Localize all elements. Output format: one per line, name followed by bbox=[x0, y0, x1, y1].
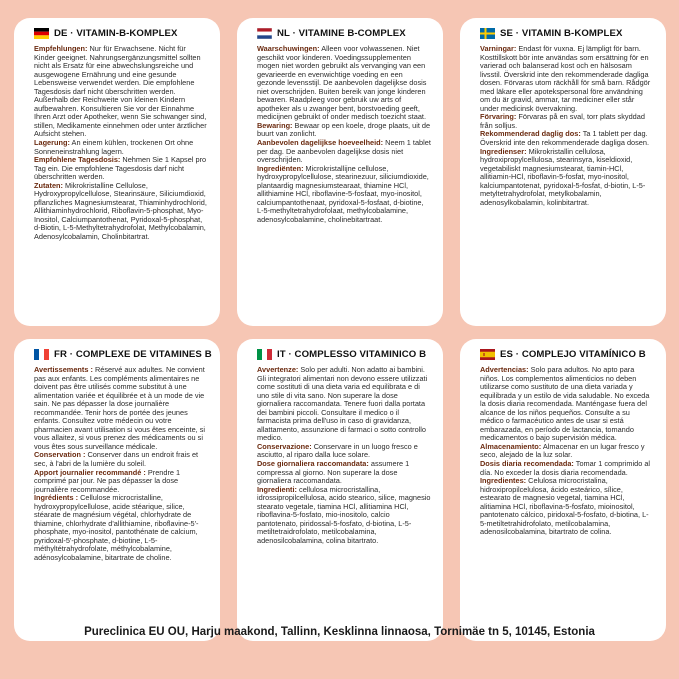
section-label: Förvaring: bbox=[480, 112, 517, 122]
section-label: Dose giornaliera raccomandata: bbox=[257, 459, 369, 469]
section-ingredients bbox=[34, 494, 209, 562]
section-dose bbox=[257, 460, 432, 486]
section-text: Bewaar op een koele, droge plaats, uit de buurt van zonlicht. bbox=[257, 120, 431, 139]
section-text: Ta 1 tablett per dag. Överskrid inte den rekommenderade dagliga dosen. bbox=[480, 129, 650, 148]
section-text: Nehmen Sie 1 Kapsel pro Tag ein. Die empfohlene Tagesdosis darf nicht überschritten werden. bbox=[34, 155, 207, 182]
section-ingredients bbox=[480, 477, 655, 537]
card-body bbox=[257, 366, 432, 545]
section-label: Ingrédients : bbox=[34, 493, 79, 503]
section-storage bbox=[34, 451, 209, 468]
card-header bbox=[480, 349, 655, 360]
section-warnings bbox=[480, 366, 655, 443]
card-header bbox=[34, 28, 209, 39]
section-ingredients bbox=[257, 486, 432, 546]
section-text: Celulosa microcristalina, hidroxipropilcelulosa, ácido esteárico, sílice, estearato de magnesio vegetal, tiamina HCl, alitiamina HCl, riboflavina-5-fosfato, mioinositol, pantotenato cálcico, piridoxal-5-fosfato, d-biotina, L-5-metiltetrahidrofolato, metilcobalamina, adenosilcobalamina, bitartrato de colina. bbox=[480, 476, 649, 537]
card-title: DE · VITAMIN-B-KOMPLEX bbox=[54, 28, 178, 39]
label-grid bbox=[14, 18, 666, 641]
france-flag-icon bbox=[34, 349, 49, 360]
section-label: Advertencias: bbox=[480, 365, 529, 374]
card-fr bbox=[14, 339, 220, 641]
card-de bbox=[14, 18, 220, 326]
section-ingredients bbox=[34, 182, 209, 242]
section-label: Empfehlungen: bbox=[34, 44, 88, 53]
section-label: Conservazione: bbox=[257, 441, 312, 451]
section-dose bbox=[34, 156, 209, 182]
card-es bbox=[460, 339, 666, 641]
section-dose bbox=[480, 460, 655, 477]
section-text: Réservé aux adultes. Ne convient pas aux enfants. Les compléments alimentaires ne doivent pas être utilisés comme substitut à une alimentation variée et équilibrée et à un mode de vie sain. Ne pas dépasser la dose journalière recommandée. Tenir hors de portée des jeunes enfants. Consultez votre médecin ou votre pharmacien avant utilisation si vous êtes enceinte, si vous allaitez, si vous prenez des médicaments ou si vous êtes sous surveillance médicale. bbox=[34, 365, 206, 451]
section-text: Solo per adulti. Non adatto ai bambini. Gli integratori alimentari non devono essere utilizzati come sostituti di una dieta varia ed equilibrata e di uno stile di vita sano. Non superare la dose giornaliera raccomandata. Tenere fuori dalla portata dei bambini piccoli. Consultare il medico o il farmacista prima dell'uso in caso di gravidanza, allattamento, assunzione di farmaci o sotto controllo medico. bbox=[257, 365, 428, 443]
section-label: Ingredienser: bbox=[480, 146, 527, 156]
section-dose bbox=[480, 130, 655, 147]
section-text: Mikrokristalline Cellulose, Hydroxypropylcellulose, Stearinsäure, Siliciumdioxid, pflanzliches Magnesiumstearat, Thiaminhydrochlorid, Allithiaminhydrochlorid, Riboflavin-5-phosphat, Myo-Inositol, Calciumpantothenat, Pyridoxal-5-phosphat, d-Biotin, L-5-Methyltetrahydrofolat, Methylcobalamin, Adenosylcobalamin, Cholinbitartrat. bbox=[34, 180, 207, 242]
section-label: Lagerung: bbox=[34, 138, 70, 148]
card-nl bbox=[237, 18, 443, 326]
card-body bbox=[34, 366, 209, 563]
card-body bbox=[480, 45, 655, 207]
section-text: Microkristallijne cellulose, hydroxypropylcellulose, stearinezuur, siliciumdioxide, plantaardig magnesiumstearaat, thiamine HCl, allithiamine HCl, riboflavine-5-fosfaat, myo-inositol, calciumpantothenaat, pyridoxal-5-fosfaat, d-biotine, L-5-methyltetrahydrofolaat, methylcobalamine, adenosylcobalamine, cholinebitartraat. bbox=[257, 163, 429, 224]
section-label: Aanbevolen dagelijkse hoeveelheid: bbox=[257, 138, 384, 148]
card-header bbox=[34, 349, 212, 360]
card-title: ES · COMPLEJO VITAMÍNICO B bbox=[500, 349, 646, 360]
section-text: Förvaras på en sval, torr plats skyddad från solljus. bbox=[480, 112, 645, 130]
section-label: Almacenamiento: bbox=[480, 441, 542, 451]
section-label: Zutaten: bbox=[34, 180, 63, 190]
section-label: Avertissements : bbox=[34, 365, 93, 374]
section-text: Prendre 1 comprimé par jour. Ne pas dépasser la dose journalière recommandée. bbox=[34, 467, 181, 494]
section-text: Conservare in un luogo fresco e asciutto, al riparo dalla luce solare. bbox=[257, 441, 418, 460]
sweden-flag-icon bbox=[480, 28, 495, 39]
section-label: Dosis diaria recomendada: bbox=[480, 459, 574, 469]
card-title: IT · COMPLESSO VITAMINICO B bbox=[277, 349, 427, 360]
section-ingredients bbox=[480, 148, 655, 208]
section-label: Avvertenze: bbox=[257, 365, 299, 374]
section-warnings bbox=[34, 366, 209, 451]
card-header bbox=[480, 28, 655, 39]
card-it bbox=[237, 339, 443, 641]
section-label: Ingredientes: bbox=[480, 476, 527, 486]
section-text: An einem kühlen, trockenen Ort ohne Sonneneinstrahlung lagern. bbox=[34, 138, 194, 156]
section-label: Apport journalier recommandé : bbox=[34, 467, 146, 477]
section-text: Conserver dans un endroit frais et sec, à l'abri de la lumière du soleil. bbox=[34, 450, 199, 469]
section-warnings bbox=[257, 45, 432, 122]
section-storage bbox=[480, 113, 655, 130]
company-address-footer: Pureclinica EU OU, Harju maakond, Tallinn, Kesklinna linnaosa, Tornimäe tn 5, 10145, Estonia bbox=[84, 626, 595, 638]
section-storage bbox=[34, 139, 209, 156]
section-dose bbox=[34, 469, 209, 495]
section-text: Cellulose microcristalline, hydroxypropylcellulose, acide stéarique, silice, stéarate de magnésium végétal, chlorhydrate de thiamine, chlorhydrate d'allithiamine, riboflavine-5'-phosphate, myo-inositol, pantothénate de calcium, pyridoxal-5'-phosphate, d-biotine, L-5-méthyltétrahydrofolate, méthylcobalamine, adénosylcobalamine, bitartrate de choline. bbox=[34, 493, 199, 563]
section-label: Rekommenderad daglig dos: bbox=[480, 129, 581, 139]
section-label: Ingredienti: bbox=[257, 484, 297, 494]
card-title: SE · VITAMIN B-KOMPLEX bbox=[500, 28, 623, 39]
section-text: Alleen voor volwassenen. Niet geschikt voor kinderen. Voedingssupplementen mogen niet worden gebruikt als vervanging van een gevarieerde en evenwichtige voeding en een gezonde levensstijl. De aanbevolen dagelijkse dosis niet overschrijden. Buiten bereik van jonge kinderen bewaren. Raadpleeg voor gebruik uw arts of apotheker als u zwanger bent, borstvoeding geeft, medicijnen gebruikt of onder medisch toezicht staat. bbox=[257, 44, 427, 122]
card-title: NL · VITAMINE B-COMPLEX bbox=[277, 28, 406, 39]
card-header bbox=[257, 349, 432, 360]
germany-flag-icon bbox=[34, 28, 49, 39]
card-header bbox=[257, 28, 432, 39]
card-body bbox=[34, 45, 209, 242]
section-label: Conservation : bbox=[34, 450, 86, 460]
section-label: Ingrediënten: bbox=[257, 163, 304, 173]
section-warnings bbox=[34, 45, 209, 139]
card-se bbox=[460, 18, 666, 326]
section-text: cellulosa microcristallina, idrossipropilcellulosa, acido stearico, silice, magnesio stearato vegetale, tiamina HCl, allitiamina HCl, riboflavina-5-fosfato, mio-inositolo, calcio pantotenato, piridossal-5-fosfato, d-biotina, L-5-metiltetraidrofolato, metilcobalamina, adenosilcobalamina, colina bitartrato. bbox=[257, 484, 431, 545]
section-dose bbox=[257, 139, 432, 165]
section-storage bbox=[480, 443, 655, 460]
italy-flag-icon bbox=[257, 349, 272, 360]
section-label: Empfohlene Tagesdosis: bbox=[34, 155, 121, 165]
section-label: Varningar: bbox=[480, 44, 517, 53]
card-body bbox=[480, 366, 655, 537]
section-text: Nur für Erwachsene. Nicht für Kinder geeignet. Nahrungsergänzungsmittel sollten nicht als Ersatz für eine abwechslungsreiche und ausgewogene Ernährung und eine gesunde Lebensweise verwendet werden. Die empfohlene Tagesdosis darf nicht überschritten werden. Außerhalb der Reichweite von kleinen Kindern aufbewahren. Konsultieren Sie vor der Einnahme Ihren Arzt oder Apotheker, wenn Sie schwanger sind, stillen, Medikamente einnehmen oder unter ärztlicher Aufsicht stehen. bbox=[34, 44, 207, 139]
section-label: Waarschuwingen: bbox=[257, 44, 320, 53]
section-warnings bbox=[257, 366, 432, 443]
section-label: Bewaring: bbox=[257, 120, 293, 130]
spain-flag-icon bbox=[480, 349, 495, 360]
netherlands-flag-icon bbox=[257, 28, 272, 39]
section-text: Solo para adultos. No apto para niños. Los complementos alimenticios no deben utilizarse como sustituto de una dieta variada y equilibrada y un estilo de vida saludable. No exceda la dosis diaria recomendada. Manténgase fuera del alcance de los niños pequeños. Consulte a su médico o farmacéutico antes de usar si está embarazada, en período de lactancia, tomando medicamentos o bajo supervisión médica. bbox=[480, 365, 650, 443]
section-warnings bbox=[480, 45, 655, 113]
section-text: Almacenar en un lugar fresco y seco, alejado de la luz solar. bbox=[480, 441, 645, 460]
section-storage bbox=[257, 443, 432, 460]
section-text: assumere 1 compressa al giorno. Non superare la dose giornaliera raccomandata. bbox=[257, 459, 410, 486]
section-text: Endast för vuxna. Ej lämpligt för barn. Kosttillskott bör inte användas som ersättning för en varierad och balanserad kost och en hälsosam livsstil. Överskrid inte den rekommenderade dagliga dosen. Förvaras utom räckhåll för små barn. Rådgör med läkare eller apotekspersonal före användning om du är gravid, ammar, tar mediciner eller står under medicinsk övervakning. bbox=[480, 44, 651, 113]
section-text: Neem 1 tablet per dag. De aanbevolen dagelijkse dosis niet overschrijden. bbox=[257, 138, 431, 165]
section-text: Tomar 1 comprimido al día. No exceder la dosis diaria recomendada. bbox=[480, 459, 651, 477]
section-text: Mikrokristallin cellulosa, hydroxipropylcellulosa, stearinsyra, kiseldioxid, vegetabiliskt magnesiumstearat, tiamin-HCl, allitiamin-HCl, riboflavin-5-fosfat, myo-inositol, kalciumpantotenat, pyridoxal-5-fosfat, d-biotin, L-5-metyltetrahydrofolat, metylkobalamin, adenosylkobalamin, kolinbitartrat. bbox=[480, 146, 646, 207]
card-body bbox=[257, 45, 432, 224]
card-title: FR · COMPLEXE DE VITAMINES B bbox=[54, 349, 212, 360]
section-ingredients bbox=[257, 165, 432, 225]
section-storage bbox=[257, 122, 432, 139]
